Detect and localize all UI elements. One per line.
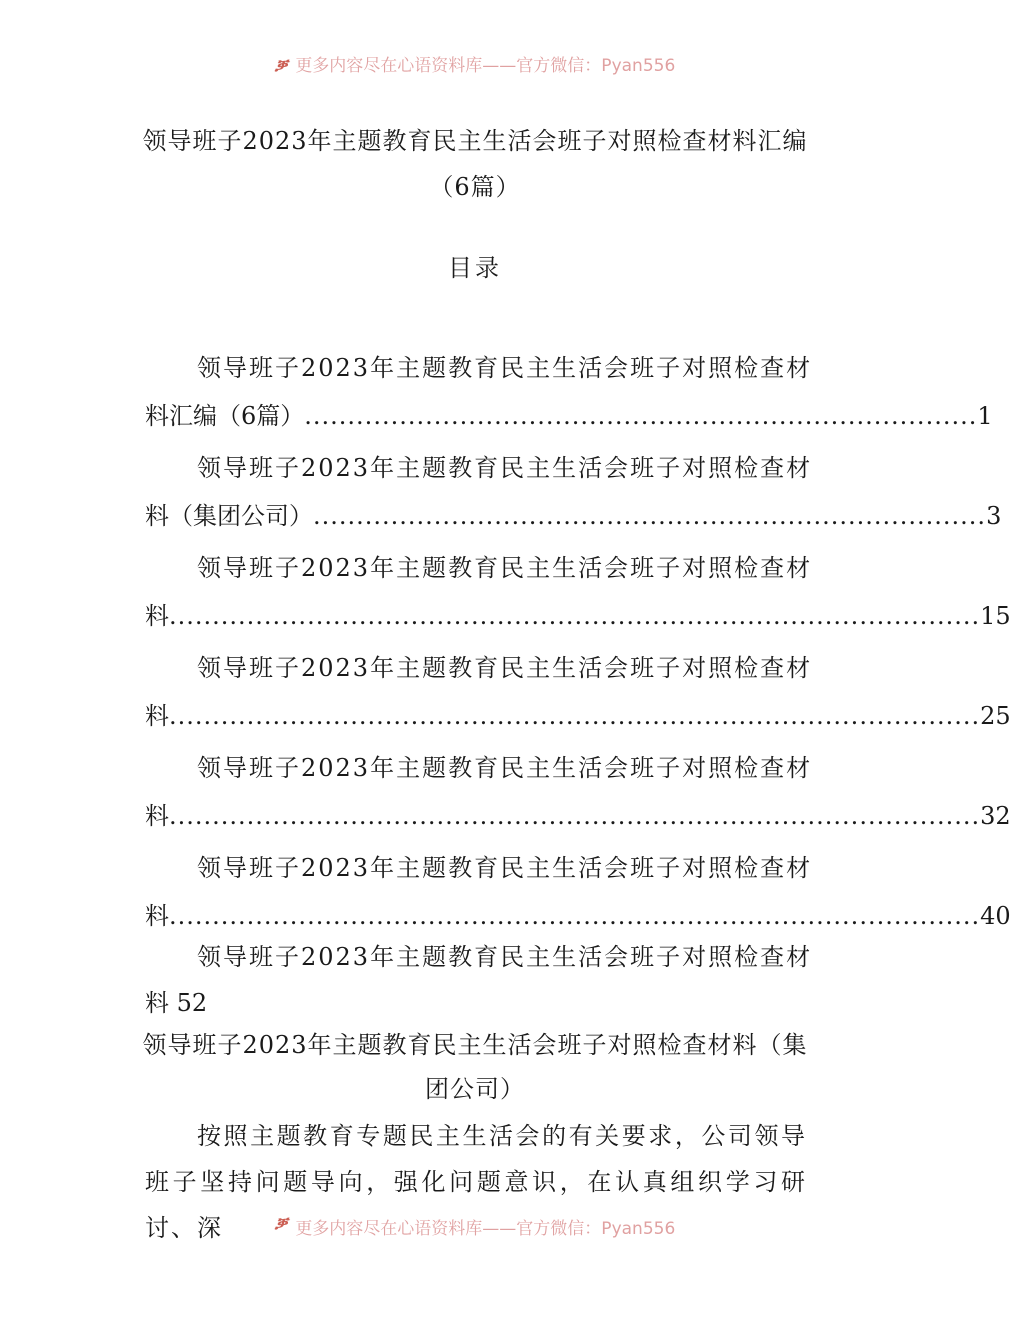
toc-entry-lead: 料 <box>145 902 169 930</box>
toc-entry-lead: 料 52 <box>145 989 208 1017</box>
toc-page-number: 40 <box>980 902 1011 930</box>
watermark-logo-icon: ቓ <box>274 1214 288 1234</box>
toc-entry-2-line-1[interactable]: 领导班子2023年主题教育民主生活会班子对照检查材 <box>197 454 813 482</box>
watermark-top <box>0 56 950 76</box>
toc-page-number: 1 <box>977 402 993 430</box>
toc-page-number: 3 <box>986 502 1002 530</box>
toc-entry-lead: 料 <box>145 702 169 730</box>
toc-page-number: 25 <box>980 702 1011 730</box>
toc-leader-dots: .............................................................................................. <box>169 602 981 630</box>
toc-entry-7-line-2[interactable] <box>145 983 807 1018</box>
toc-entry-5-line-2[interactable] <box>145 796 1011 831</box>
toc-entry-lead: 料汇编（6篇） <box>145 402 305 430</box>
toc-entry-6-line-2[interactable] <box>145 896 1011 931</box>
toc-entry-lead: 料 <box>145 602 169 630</box>
toc-entry-3-line-1[interactable]: 领导班子2023年主题教育民主生活会班子对照检查材 <box>197 554 813 582</box>
toc-heading: 目录 <box>448 254 502 282</box>
toc-entry-2-line-2[interactable] <box>145 496 1002 531</box>
body-paragraph: 按照主题教育专题民主生活会的有关要求，公司领导班子坚持问题导向，强化问题意识，在认真组织学习研讨、深 <box>145 1122 807 1242</box>
toc-leader-dots: .............................................................................. <box>313 502 987 530</box>
toc-leader-dots: .............................................................................................. <box>169 902 981 930</box>
document-title: 领导班子2023年主题教育民主生活会班子对照检查材料汇编（6篇） <box>142 127 808 201</box>
toc-leader-dots: .............................................................................................. <box>169 702 981 730</box>
toc-entry-6-line-1[interactable]: 领导班子2023年主题教育民主生活会班子对照检查材 <box>197 854 813 882</box>
toc-entry-lead: 料 <box>145 802 169 830</box>
toc-page-number: 15 <box>980 602 1011 630</box>
watermark-text: 更多内容尽在心语资料库——官方微信：Pyan556 <box>295 56 676 76</box>
toc-entry-5-line-1[interactable]: 领导班子2023年主题教育民主生活会班子对照检查材 <box>197 754 813 782</box>
watermark-logo-icon: ቓ <box>274 56 288 76</box>
toc-leader-dots: .............................................................................................. <box>169 802 981 830</box>
toc-entry-1-line-1[interactable]: 领导班子2023年主题教育民主生活会班子对照检查材 <box>197 354 813 382</box>
watermark-bottom <box>0 1214 950 1239</box>
toc-entry-3-line-2[interactable] <box>145 596 1011 631</box>
toc-entry-7-line-1[interactable]: 领导班子2023年主题教育民主生活会班子对照检查材 <box>197 943 813 971</box>
toc-entry-1-line-2[interactable] <box>145 396 993 431</box>
toc-entry-4-line-1[interactable]: 领导班子2023年主题教育民主生活会班子对照检查材 <box>197 654 813 682</box>
toc-entry-4-line-2[interactable] <box>145 696 1011 731</box>
toc-page-number: 32 <box>980 802 1011 830</box>
watermark-text: 更多内容尽在心语资料库——官方微信：Pyan556 <box>295 1219 676 1239</box>
toc-leader-dots: .............................................................................. <box>304 402 978 430</box>
section-title: 领导班子2023年主题教育民主生活会班子对照检查材料（集团公司） <box>142 1031 808 1103</box>
toc-entry-lead: 料（集团公司） <box>145 502 313 530</box>
